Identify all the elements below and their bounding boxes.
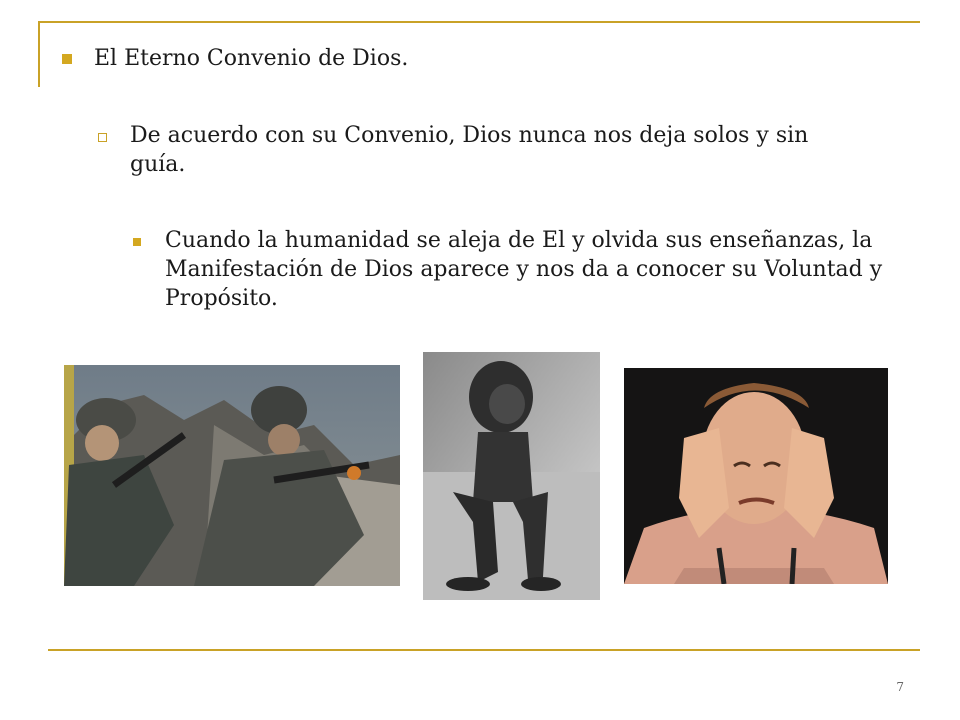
bottom-rule — [48, 649, 920, 651]
top-rule — [40, 21, 920, 23]
sitting-child-photo — [423, 352, 600, 600]
bullet-hollow-square-icon — [98, 133, 107, 142]
bullet-square-icon — [133, 238, 141, 246]
sub-sub-bullet: Cuando la humanidad se aleja de El y olvida sus enseñanzas, la Manifestación de Dios aparece y nos da a conocer su Voluntad y Propósito. — [165, 228, 883, 311]
heading-bullet: El Eterno Convenio de Dios. — [94, 46, 409, 71]
distressed-man-photo — [624, 368, 888, 584]
bullet-square-icon — [62, 54, 72, 64]
soldiers-photo — [64, 365, 400, 586]
left-rule — [38, 21, 40, 87]
sub-bullet: De acuerdo con su Convenio, Dios nunca nos deja solos y sin guía. — [130, 123, 809, 177]
page-number: 7 — [896, 680, 904, 694]
